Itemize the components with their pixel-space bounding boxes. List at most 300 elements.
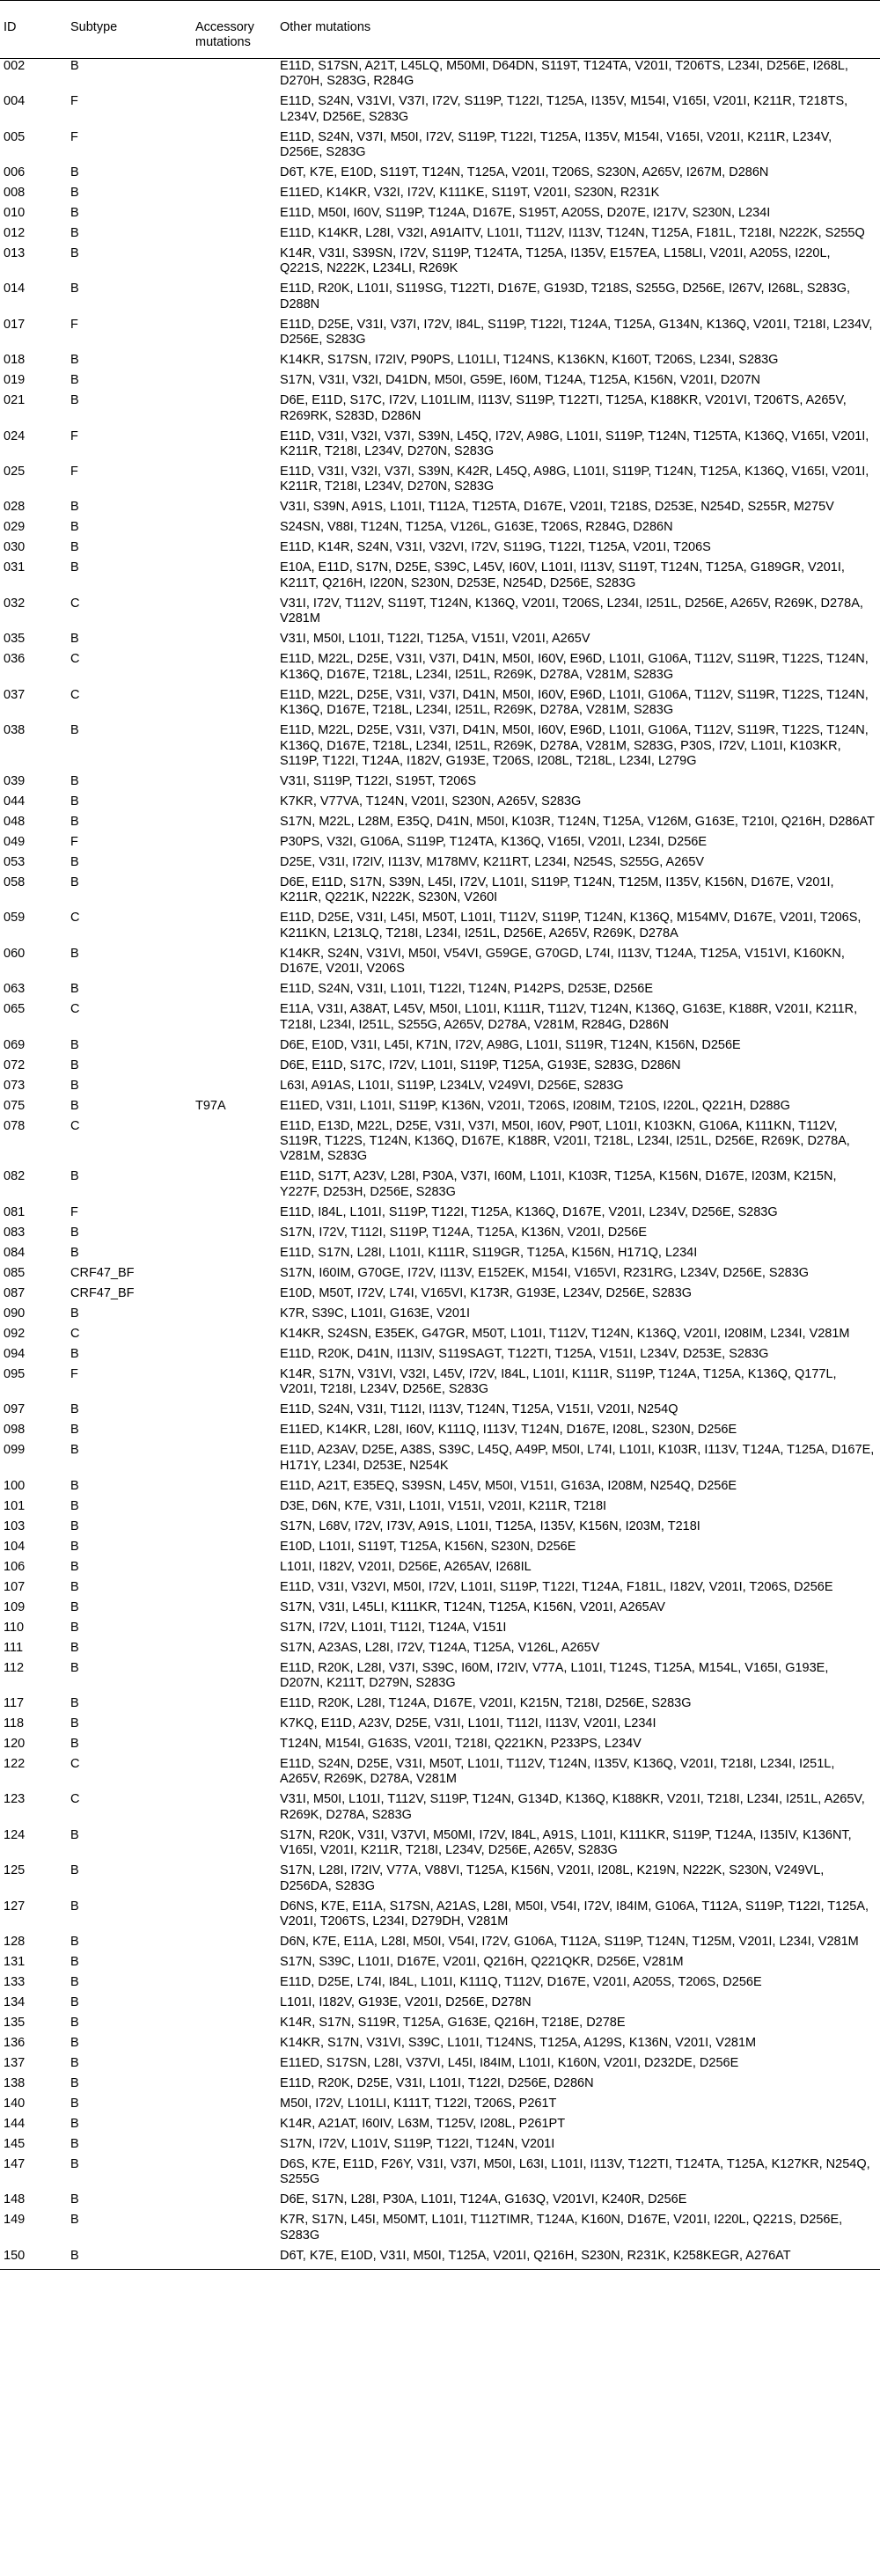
cell-other-mutations: K14KR, S24SN, E35EK, G47GR, M50T, L101I, T112V, T124N, K136Q, V201I, I208IM, L234I, V281M [280, 1326, 850, 1341]
cell-accessory-mutations [192, 1600, 276, 1621]
cell-subtype: F [70, 94, 78, 109]
table-row [0, 1266, 880, 1286]
cell-other-mutations: E11D, R20K, L28I, T124A, D167E, V201I, K215N, T218I, D256E, S283G [280, 1695, 692, 1710]
table-header [0, 1, 880, 59]
cell-subtype: B [70, 500, 79, 515]
cell-other-mutations: E10D, M50T, I72V, L74I, V165VI, K173R, G193E, L234V, D256E, S283G [280, 1285, 693, 1300]
cell-id: 002 [4, 58, 26, 73]
table-row [0, 1306, 880, 1327]
table-row [0, 429, 880, 465]
cell-accessory-mutations [192, 1995, 276, 2016]
cell-other-mutations: E10A, E11D, S17N, D25E, S39C, L45V, I60V, L101I, I113V, S119T, T124N, T125A, G189GR, V201I, K211T, Q216H, I220N, S230N, D253E, N254D, D256E, S283G [280, 560, 845, 590]
cell-id: 131 [4, 1955, 26, 1969]
cell-other-mutations: D6T, K7E, E10D, V31I, M50I, T125A, V201I, Q216H, S230N, R231K, K258KEGR, A276AT [276, 2249, 880, 2270]
cell-accessory-mutations [192, 1479, 276, 1499]
cell-subtype: B [70, 1423, 79, 1438]
table-row [0, 1828, 880, 1863]
cell-other-mutations: S17N, L28I, I72IV, V77A, V88VI, T125A, K156N, V201I, I208L, K219N, N222K, S230N, V249VL, D256DA, S283G [280, 1863, 825, 1893]
cell-accessory-mutations [192, 1828, 276, 1863]
cell-id: 095 [4, 1366, 26, 1381]
cell-other-mutations: K7R, S39C, L101I, G163E, V201I [280, 1306, 471, 1321]
table-row [0, 226, 880, 246]
cell-accessory-mutations [192, 282, 276, 317]
cell-other-mutations: D6E, S17N, L28I, P30A, L101I, T124A, G163Q, V201VI, K240R, D256E [280, 2192, 687, 2207]
cell-id: 021 [4, 393, 26, 408]
table-row [0, 318, 880, 353]
cell-id: 138 [4, 2076, 26, 2090]
cell-id: 147 [4, 2157, 26, 2171]
table-row [0, 1367, 880, 1402]
cell-subtype: B [70, 2192, 79, 2207]
cell-subtype: B [70, 814, 79, 829]
cell-subtype: B [70, 875, 79, 889]
table-row [0, 1099, 880, 1119]
cell-other-mutations: D6NS, K7E, E11A, S17SN, A21AS, L28I, M50I, V54I, I72V, I84IM, G106A, T112A, S119P, T122I, T125A, V201I, T206TS, L234I, D279DH, V281M [280, 1899, 869, 1928]
cell-accessory-mutations [192, 1169, 276, 1204]
cell-subtype: B [70, 723, 79, 738]
cell-other-mutations: S17N, I72V, L101V, S119P, T122I, T124N, V201I [280, 2137, 555, 2151]
cell-subtype: B [70, 560, 79, 575]
cell-id: 133 [4, 1975, 26, 1989]
cell-subtype: B [70, 1519, 79, 1533]
cell-accessory-mutations [192, 947, 276, 982]
cell-accessory-mutations [192, 1327, 276, 1347]
cell-id: 044 [4, 794, 26, 809]
cell-accessory-mutations [192, 318, 276, 353]
cell-other-mutations: K7R, S17N, L45I, M50MT, L101I, T112TIMR, T124A, K160N, D167E, V201I, I220L, Q221S, D256E, S283G [280, 2213, 843, 2243]
table-row [0, 774, 880, 794]
cell-other-mutations: E11D, S17N, L28I, L101I, K111R, S119GR, T125A, K156N, H171Q, L234I [280, 1245, 698, 1260]
cell-subtype: B [70, 1716, 79, 1731]
table-row [0, 632, 880, 652]
cell-accessory-mutations [192, 1540, 276, 1560]
cell-subtype: B [70, 353, 79, 368]
cell-other-mutations: S17N, M22L, L28M, E35Q, D41N, M50I, K103R, T124N, T125A, V126M, G163E, T210I, Q216H, D286AT [280, 814, 875, 829]
cell-other-mutations: E11ED, K14KR, L28I, I60V, K111Q, I113V, T124N, D167E, I208L, S230N, D256E [280, 1423, 737, 1438]
cell-subtype: B [70, 794, 79, 809]
cell-accessory-mutations [192, 2036, 276, 2056]
cell-accessory-mutations [192, 1737, 276, 1757]
table-row [0, 723, 880, 774]
cell-other-mutations: S17N, A23AS, L28I, I72V, T124A, T125A, V126L, A265V [280, 1640, 600, 1655]
cell-accessory-mutations [192, 774, 276, 794]
cell-id: 122 [4, 1756, 26, 1771]
table-row [0, 875, 880, 911]
cell-subtype: F [70, 1366, 78, 1381]
cell-subtype: B [70, 206, 79, 221]
table-row [0, 1600, 880, 1621]
cell-id: 084 [4, 1245, 26, 1260]
cell-accessory-mutations [192, 1863, 276, 1899]
cell-accessory-mutations [192, 2016, 276, 2036]
cell-accessory-mutations [192, 1002, 276, 1037]
cell-subtype: B [70, 2137, 79, 2151]
cell-id: 148 [4, 2192, 26, 2207]
cell-other-mutations: S17N, L68V, I72V, I73V, A91S, L101I, T125A, I135V, K156N, I203M, T218I [280, 1519, 700, 1533]
cell-id: 014 [4, 282, 26, 296]
cell-accessory-mutations [192, 1079, 276, 1099]
cell-accessory-mutations [192, 520, 276, 540]
cell-accessory-mutations [192, 1443, 276, 1478]
cell-id: 073 [4, 1078, 26, 1093]
cell-id: 060 [4, 946, 26, 961]
cell-id: 106 [4, 1559, 26, 1574]
header-other-mutations: Other mutations [276, 1, 880, 59]
table-row [0, 206, 880, 226]
table-row [0, 835, 880, 855]
cell-id: 025 [4, 465, 26, 479]
cell-id: 092 [4, 1326, 26, 1341]
table-row [0, 1119, 880, 1170]
cell-accessory-mutations [192, 1246, 276, 1266]
cell-other-mutations: E11D, R20K, L28I, V37I, S39C, I60M, I72IV, V77A, L101I, T124S, T125A, M154L, V165I, G193E, D207N, K211T, D279N, S283G [280, 1660, 829, 1690]
cell-id: 018 [4, 353, 26, 368]
cell-id: 038 [4, 723, 26, 738]
cell-other-mutations: L101I, I182V, V201I, D256E, A265AV, I268IL [280, 1559, 532, 1574]
cell-subtype: B [70, 1402, 79, 1417]
cell-other-mutations: K7KQ, E11D, A23V, D25E, V31I, L101I, T112I, I113V, V201I, L234I [280, 1716, 656, 1731]
cell-subtype: B [70, 2157, 79, 2171]
table-row [0, 560, 880, 596]
cell-subtype: B [70, 2117, 79, 2131]
cell-subtype: F [70, 1204, 78, 1219]
cell-accessory-mutations [192, 1306, 276, 1327]
cell-accessory-mutations [192, 2249, 276, 2270]
cell-accessory-mutations [192, 1402, 276, 1423]
cell-subtype: C [70, 1118, 80, 1133]
cell-accessory-mutations [192, 1955, 276, 1975]
cell-accessory-mutations [192, 723, 276, 774]
table-row [0, 1519, 880, 1540]
cell-id: 013 [4, 246, 26, 261]
cell-other-mutations: E11D, D25E, V31I, L45I, M50T, L101I, T112V, S119P, T124N, K136Q, M154MV, D167E, V201I, T206S, K211KN, L213LQ, T218I, L234I, I251L, D256E, A265V, R269K, D278A [280, 911, 862, 940]
table-row [0, 2016, 880, 2036]
cell-accessory-mutations [192, 1226, 276, 1246]
cell-id: 117 [4, 1695, 25, 1710]
cell-subtype: B [70, 373, 79, 388]
table-row [0, 1058, 880, 1079]
table-row [0, 130, 880, 165]
table-row [0, 1661, 880, 1696]
cell-id: 005 [4, 129, 26, 144]
cell-id: 063 [4, 982, 26, 997]
table-row [0, 2137, 880, 2157]
cell-id: 149 [4, 2213, 26, 2228]
cell-subtype: B [70, 540, 79, 555]
cell-id: 097 [4, 1402, 26, 1417]
cell-other-mutations: E11D, V31I, V32VI, M50I, I72V, L101I, S119P, T122I, T124A, F181L, I182V, V201I, T206S, D256E [280, 1579, 833, 1594]
cell-subtype: C [70, 1002, 80, 1017]
cell-id: 111 [4, 1640, 24, 1655]
cell-subtype: B [67, 2249, 192, 2270]
table-row [0, 1038, 880, 1058]
cell-subtype: B [70, 2076, 79, 2090]
cell-subtype: B [70, 1599, 79, 1614]
cell-subtype: B [70, 282, 79, 296]
cell-other-mutations: K14R, A21AT, I60IV, L63M, T125V, I208L, P261PT [280, 2117, 566, 2131]
table-row [0, 2192, 880, 2213]
cell-other-mutations: V31I, M50I, L101I, T122I, T125A, V151I, V201I, A265V [280, 632, 590, 647]
cell-subtype: B [70, 1478, 79, 1493]
cell-other-mutations: D6E, E11D, S17C, I72V, L101LIM, I113V, S119P, T122TI, T125A, K188KR, V201VI, T206TS, A265V, R269RK, S283D, D286N [280, 393, 847, 423]
cell-accessory-mutations [192, 1205, 276, 1226]
cell-id: 010 [4, 206, 26, 221]
table-row [0, 947, 880, 982]
cell-id: 134 [4, 1995, 26, 2009]
cell-subtype: B [70, 165, 79, 180]
cell-id: 059 [4, 911, 26, 926]
cell-subtype: B [70, 1579, 79, 1594]
table-row [0, 1205, 880, 1226]
table-row [0, 1479, 880, 1499]
cell-accessory-mutations [192, 1935, 276, 1955]
table-row [0, 688, 880, 723]
cell-subtype: B [70, 1899, 79, 1914]
cell-other-mutations: E11D, S24N, V31I, T112I, I113V, T124N, T125A, V151I, V201I, N254Q [280, 1402, 678, 1417]
cell-id: 145 [4, 2137, 26, 2151]
cell-accessory-mutations [192, 1696, 276, 1716]
cell-subtype: B [70, 1539, 79, 1554]
cell-id: 029 [4, 520, 26, 535]
cell-other-mutations: L101I, I182V, G193E, V201I, D256E, D278N [280, 1995, 532, 2009]
cell-other-mutations: D6E, E11D, S17N, S39N, L45I, I72V, L101I, S119P, T124N, T125M, I135V, K156N, D167E, V201I, K211R, Q221K, N222K, S230N, V260I [280, 875, 834, 905]
table-row [0, 1169, 880, 1204]
cell-subtype: CRF47_BF [70, 1265, 135, 1280]
table-row [0, 911, 880, 946]
table-row [0, 2036, 880, 2056]
cell-id: 008 [4, 186, 26, 201]
cell-id: 144 [4, 2117, 26, 2131]
cell-subtype: C [70, 652, 80, 667]
cell-subtype: CRF47_BF [70, 1285, 135, 1300]
table-row [0, 2157, 880, 2192]
cell-other-mutations: E11D, M22L, D25E, V31I, V37I, D41N, M50I, I60V, E96D, L101I, G106A, T112V, S119R, T122S, T124N, K136Q, D167E, T218L, L234I, I251L, R269K, D278A, V281M, S283G [280, 652, 869, 682]
table-row [0, 186, 880, 206]
cell-other-mutations: S17N, V31I, V32I, D41DN, M50I, G59E, I60M, T124A, T125A, K156N, V201I, D207N [280, 373, 760, 388]
cell-accessory-mutations [192, 794, 276, 815]
cell-id: 049 [4, 834, 26, 849]
cell-id: 065 [4, 1002, 26, 1017]
cell-id: 037 [4, 687, 26, 702]
cell-other-mutations: E11D, A21T, E35EQ, S39SN, L45V, M50I, V151I, G163A, I208M, N254Q, D256E [280, 1478, 737, 1493]
table-row [0, 1423, 880, 1443]
cell-id: 128 [4, 1935, 26, 1949]
cell-id: 109 [4, 1599, 26, 1614]
cell-other-mutations: E11D, I84L, L101I, S119P, T122I, T125A, K136Q, D167E, V201I, L234V, D256E, S283G [280, 1204, 778, 1219]
table-row [0, 2097, 880, 2117]
cell-other-mutations: D6N, K7E, E11A, L28I, M50I, V54I, I72V, G106A, T112A, S119P, T124N, T125M, V201I, L234I, V281M [280, 1935, 859, 1949]
cell-other-mutations: E11D, K14KR, L28I, V32I, A91AITV, L101I, T112V, I113V, T124N, T125A, F181L, T218I, N222K, S255Q [280, 226, 865, 241]
cell-subtype: B [70, 1955, 79, 1969]
table-row [0, 1863, 880, 1899]
cell-id: 112 [4, 1660, 25, 1675]
table-row [0, 1757, 880, 1792]
cell-id: 098 [4, 1423, 26, 1438]
cell-other-mutations: D6S, K7E, E11D, F26Y, V31I, V37I, M50I, L63I, L101I, I113V, T122TI, T124TA, T125A, K127KR, N254Q, S255G [280, 2157, 870, 2187]
cell-subtype: B [70, 1995, 79, 2009]
cell-subtype: B [70, 1443, 79, 1458]
cell-id: 103 [4, 1519, 26, 1533]
cell-id: 150 [0, 2249, 67, 2270]
cell-id: 024 [4, 428, 26, 443]
cell-subtype: B [70, 1098, 79, 1113]
cell-subtype: B [70, 1037, 79, 1052]
cell-id: 085 [4, 1265, 26, 1280]
cell-subtype: B [70, 2036, 79, 2050]
cell-accessory-mutations [192, 911, 276, 946]
cell-id: 094 [4, 1346, 26, 1361]
cell-id: 136 [4, 2036, 26, 2050]
table-row [0, 465, 880, 500]
header-row [0, 1, 880, 59]
table-row [0, 282, 880, 317]
cell-other-mutations: S17N, R20K, V31I, V37VI, M50MI, I72V, I84L, A91S, L101I, K111KR, S119P, T124A, I135IV, K136NT, V165I, V201I, K211R, T218I, L234V, D256E, A265V, S283G [280, 1827, 852, 1858]
table-row [0, 1955, 880, 1975]
cell-accessory-mutations [192, 2192, 276, 2213]
cell-accessory-mutations [192, 130, 276, 165]
table-row [0, 855, 880, 875]
cell-subtype: B [70, 1660, 79, 1675]
cell-other-mutations: E10D, L101I, S119T, T125A, K156N, S230N, D256E [280, 1539, 576, 1554]
cell-other-mutations: E11D, V31I, V32I, V37I, S39N, L45Q, I72V, A98G, L101I, S119P, T124N, T125TA, K136Q, V165I, V201I, K211R, T218I, L234V, D270N, S283G [280, 428, 869, 459]
cell-id: 107 [4, 1579, 26, 1594]
cell-id: 087 [4, 1285, 26, 1300]
cell-subtype: B [70, 2097, 79, 2111]
cell-id: 101 [4, 1498, 26, 1513]
table-row [0, 1975, 880, 1995]
table-row [0, 1443, 880, 1478]
cell-other-mutations: K14KR, S24N, V31VI, M50I, V54VI, G59GE, G70GD, L74I, I113V, T124A, T125A, V151VI, K160KN, D167E, V201I, V206S [280, 946, 845, 977]
cell-other-mutations: E11D, S24N, V37I, M50I, I72V, S119P, T122I, T125A, I135V, M154I, V165I, V201I, K211R, L234V, D256E, S283G [280, 129, 832, 160]
table-row [0, 815, 880, 835]
cell-accessory-mutations [192, 58, 276, 94]
cell-id: 048 [4, 814, 26, 829]
table-row [0, 1696, 880, 1716]
cell-other-mutations: E11ED, K14KR, V32I, I72V, K111KE, S119T, V201I, S230N, R231K [280, 186, 660, 201]
cell-other-mutations: S17N, I60IM, G70GE, I72V, I113V, E152EK, M154I, V165VI, R231RG, L234V, D256E, S283G [280, 1265, 810, 1280]
cell-other-mutations: D3E, D6N, K7E, V31I, L101I, V151I, V201I, K211R, T218I [280, 1498, 607, 1513]
cell-accessory-mutations [192, 1286, 276, 1306]
table-row [0, 1935, 880, 1955]
cell-accessory-mutations [192, 540, 276, 560]
table-row [0, 1402, 880, 1423]
table-row [0, 1560, 880, 1580]
cell-subtype: F [70, 465, 78, 479]
table-row [0, 652, 880, 687]
cell-accessory-mutations [192, 1716, 276, 1737]
cell-subtype: F [70, 317, 78, 332]
cell-other-mutations: S17N, I72V, L101I, T112I, T124A, V151I [280, 1620, 507, 1635]
cell-other-mutations: D6E, E10D, V31I, L45I, K71N, I72V, A98G, L101I, S119R, T124N, K156N, D256E [280, 1037, 741, 1052]
cell-subtype: B [70, 1827, 79, 1842]
table-row [0, 540, 880, 560]
cell-subtype: B [70, 1498, 79, 1513]
cell-id: 078 [4, 1118, 26, 1133]
cell-other-mutations: E11D, R20K, D25E, V31I, L101I, T122I, D256E, D286N [280, 2076, 594, 2090]
cell-subtype: B [70, 1695, 79, 1710]
cell-other-mutations: K7KR, V77VA, T124N, V201I, S230N, A265V, S283G [280, 794, 582, 809]
table-row [0, 94, 880, 129]
cell-id: 017 [4, 317, 26, 332]
table-row [0, 1286, 880, 1306]
cell-other-mutations: K14R, S17N, V31VI, V32I, L45V, I72V, I84L, L101I, K111R, S119P, T124A, T125A, K136Q, Q177L, V201I, T218I, L234V, D256E, S283G [280, 1366, 837, 1397]
table-row [0, 2076, 880, 2097]
cell-other-mutations: D6T, K7E, E10D, S119T, T124N, T125A, V201I, T206S, S230N, A265V, I267M, D286N [280, 165, 769, 180]
table-row [0, 1792, 880, 1827]
cell-accessory-mutations [192, 2056, 276, 2076]
cell-other-mutations: S17N, I72V, T112I, S119P, T124A, T125A, K136N, V201I, D256E [280, 1225, 648, 1240]
table-row [0, 1641, 880, 1661]
cell-subtype: B [70, 1078, 79, 1093]
cell-accessory-mutations [192, 2076, 276, 2097]
cell-other-mutations: E11D, A23AV, D25E, A38S, S39C, L45Q, A49P, M50I, L74I, L101I, K103R, I113V, T124A, T125A, D167E, H171Y, L234I, D253E, N254K [280, 1443, 875, 1473]
table-row [0, 165, 880, 186]
cell-other-mutations: E11D, S24N, V31VI, V37I, I72V, S119P, T122I, T125A, I135V, M154I, V165I, V201I, K211R, T218TS, L234V, D256E, S283G [280, 94, 848, 124]
cell-subtype: B [70, 520, 79, 535]
table-row [0, 982, 880, 1002]
cell-subtype: B [70, 1640, 79, 1655]
cell-accessory-mutations [192, 1058, 276, 1079]
cell-subtype: B [70, 773, 79, 788]
cell-other-mutations: E11D, K14R, S24N, V31I, V32VI, I72V, S119G, T122I, T125A, V201I, T206S [280, 540, 711, 555]
cell-accessory-mutations [192, 560, 276, 596]
cell-subtype: B [70, 632, 79, 647]
cell-accessory-mutations: T97A [195, 1098, 226, 1113]
cell-id: 031 [4, 560, 26, 575]
table-row [0, 1737, 880, 1757]
cell-accessory-mutations [192, 1792, 276, 1827]
cell-subtype: B [70, 1306, 79, 1321]
table-row [0, 520, 880, 540]
cell-id: 120 [4, 1736, 26, 1751]
cell-subtype: C [70, 1756, 80, 1771]
cell-id: 036 [4, 652, 26, 667]
table-row [0, 2249, 880, 2270]
cell-id: 099 [4, 1443, 26, 1458]
cell-accessory-mutations [192, 429, 276, 465]
cell-id: 028 [4, 500, 26, 515]
cell-id: 032 [4, 596, 26, 611]
cell-other-mutations: E11D, R20K, L101I, S119SG, T122TI, D167E, G193D, T218S, S255G, D256E, I267V, I268L, S283G, D288N [280, 282, 851, 311]
cell-subtype: F [70, 834, 78, 849]
cell-other-mutations: L63I, A91AS, L101I, S119P, L234LV, V249VI, D256E, S283G [280, 1078, 624, 1093]
cell-accessory-mutations [192, 186, 276, 206]
cell-id: 039 [4, 773, 26, 788]
cell-accessory-mutations [192, 165, 276, 186]
cell-accessory-mutations [192, 835, 276, 855]
cell-subtype: C [70, 1792, 80, 1807]
cell-other-mutations: V31I, I72V, T112V, S119T, T124N, K136Q, V201I, T206S, L234I, I251L, D256E, A265V, R269K, D278A, V281M [280, 596, 863, 626]
cell-accessory-mutations [192, 206, 276, 226]
cell-accessory-mutations [192, 2097, 276, 2117]
cell-subtype: B [70, 226, 79, 241]
cell-accessory-mutations [192, 982, 276, 1002]
cell-subtype: B [70, 1975, 79, 1989]
table-row [0, 393, 880, 428]
table-row [0, 500, 880, 520]
cell-id: 135 [4, 2016, 26, 2030]
table-row [0, 1899, 880, 1935]
cell-accessory-mutations [192, 1661, 276, 1696]
table-body [0, 58, 880, 2269]
cell-accessory-mutations [192, 1560, 276, 1580]
cell-accessory-mutations [192, 1499, 276, 1519]
cell-other-mutations: E11D, D25E, V31I, V37I, I72V, I84L, S119P, T122I, T124A, T125A, G134N, K136Q, V201I, T218I, L234V, D256E, S283G [280, 317, 873, 348]
cell-subtype: F [70, 428, 78, 443]
table-row [0, 794, 880, 815]
cell-subtype: B [70, 946, 79, 961]
cell-id: 004 [4, 94, 26, 109]
